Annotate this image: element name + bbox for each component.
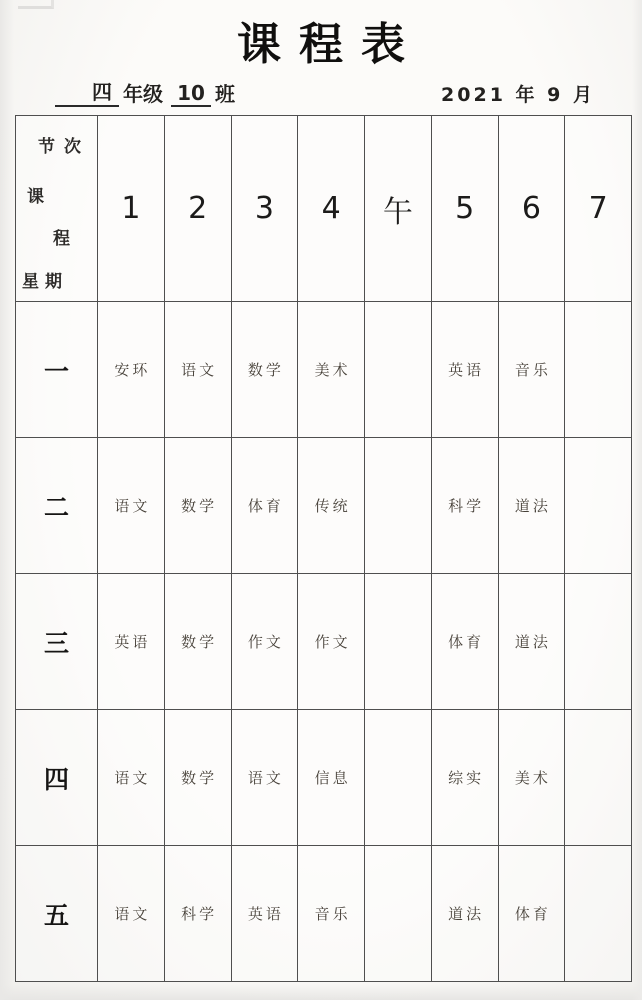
blank-underline [55,83,85,107]
course-cell: 音乐 [498,302,565,438]
grade-label: 年级 [123,82,163,106]
period-header: 7 [565,116,632,302]
course-cell: 作文 [231,574,298,710]
course-cell [365,846,432,982]
course-cell [565,710,632,846]
day-header: 二 [16,438,98,574]
course-cell: 道法 [498,438,565,574]
grade-value: 四 [85,76,119,107]
course-cell [565,846,632,982]
course-cell: 体育 [498,846,565,982]
schedule-row-tuesday [16,438,632,574]
page-title: 课程表 [237,19,423,70]
period-header: 1 [98,116,165,302]
class-line [55,76,237,107]
corner-course-label-1: 课 [27,187,44,207]
period-header: 4 [298,116,365,302]
date-label: 2021 年 9 月 [441,84,595,106]
day-header: 四 [16,710,98,846]
class-label: 班 [215,82,235,106]
course-cell: 科学 [431,438,498,574]
course-cell: 道法 [431,846,498,982]
course-cell: 体育 [431,574,498,710]
day-header: 五 [16,846,98,982]
day-header: 一 [16,302,98,438]
course-cell: 信息 [298,710,365,846]
course-cell: 作文 [298,574,365,710]
course-cell: 音乐 [298,846,365,982]
course-cell: 语文 [98,846,165,982]
course-cell [365,574,432,710]
course-cell [565,302,632,438]
corner-periods-label: 节次 [38,137,90,157]
period-header: 5 [431,116,498,302]
course-cell: 英语 [98,574,165,710]
course-cell: 数学 [164,710,231,846]
course-cell: 数学 [164,438,231,574]
course-cell: 英语 [231,846,298,982]
course-cell: 美术 [498,710,565,846]
course-cell: 安环 [98,302,165,438]
course-cell [365,302,432,438]
corner-weekday-label: 星期 [22,272,68,292]
course-cell [365,710,432,846]
header-row [16,116,632,302]
course-cell: 语文 [98,710,165,846]
schedule-row-friday [16,846,632,982]
meta-row [0,76,642,107]
course-cell: 数学 [164,574,231,710]
course-cell: 语文 [98,438,165,574]
course-cell: 语文 [231,710,298,846]
period-header: 3 [231,116,298,302]
class-number: 10 [171,81,211,107]
course-cell: 美术 [298,302,365,438]
course-cell: 语文 [164,302,231,438]
course-cell: 传统 [298,438,365,574]
schedule-table [15,115,632,982]
course-cell: 科学 [164,846,231,982]
corner-course-label-2: 程 [53,229,70,249]
period-header: 2 [164,116,231,302]
day-header: 三 [16,574,98,710]
course-cell: 综实 [431,710,498,846]
schedule-row-wednesday [16,574,632,710]
course-cell: 数学 [231,302,298,438]
course-cell [565,574,632,710]
period-header-noon: 午 [365,116,432,302]
schedule-row-monday [16,302,632,438]
course-cell: 道法 [498,574,565,710]
course-cell [365,438,432,574]
schedule-row-thursday [16,710,632,846]
period-header: 6 [498,116,565,302]
course-cell: 体育 [231,438,298,574]
course-cell [565,438,632,574]
corner-header-cell [16,116,98,302]
course-cell: 英语 [431,302,498,438]
